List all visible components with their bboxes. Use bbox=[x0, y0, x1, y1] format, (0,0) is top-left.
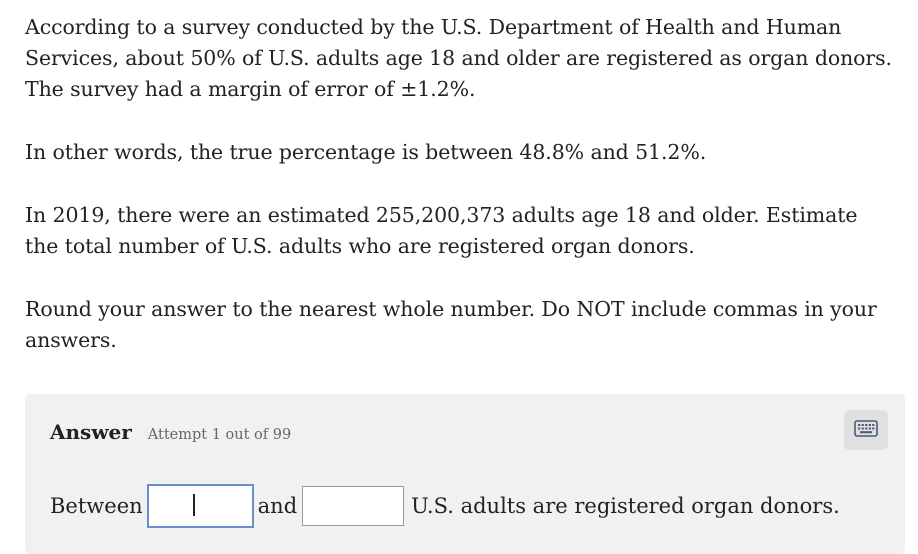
lower-bound-input[interactable] bbox=[147, 484, 254, 528]
attempt-counter: Attempt 1 out of 99 bbox=[147, 427, 292, 443]
answer-panel bbox=[25, 394, 905, 554]
question-paragraph-2: In other words, the true percentage is between 48.8% and 51.2%. bbox=[25, 140, 707, 164]
keyboard-icon bbox=[854, 420, 878, 441]
answer-row bbox=[50, 484, 840, 528]
answer-title: Answer bbox=[50, 420, 132, 444]
question-text bbox=[25, 12, 895, 356]
question-paragraph-1: According to a survey conducted by the U.S. Department of Health and Human Services, about 50% of U.S. adults age 18 and older are registered as organ donors. The survey had a margin of error of ±1.2%. bbox=[25, 15, 892, 101]
keyboard-button[interactable] bbox=[844, 410, 888, 450]
question-paragraph-4: Round your answer to the nearest whole number. Do NOT include commas in your answers. bbox=[25, 297, 877, 352]
question-paragraph-3: In 2019, there were an estimated 255,200,373 adults age 18 and older. Estimate the total number of U.S. adults who are registered organ donors. bbox=[25, 203, 858, 258]
upper-bound-input[interactable] bbox=[302, 486, 404, 526]
and-label: and bbox=[257, 494, 298, 518]
lower-bound-wrapper bbox=[147, 484, 254, 528]
answer-suffix-label: U.S. adults are registered organ donors. bbox=[411, 494, 840, 518]
text-caret bbox=[193, 494, 195, 516]
between-label: Between bbox=[50, 494, 143, 518]
answer-header bbox=[50, 420, 291, 444]
